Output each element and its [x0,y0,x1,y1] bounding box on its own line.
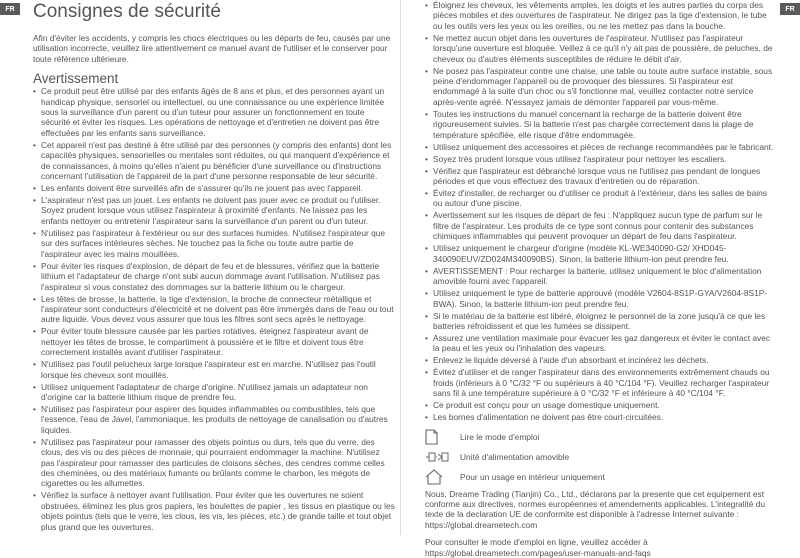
list-item: • Utilisez uniquement des accessoires et pièces de rechange recommandées par le fabricant. [425,142,775,152]
list-item: • Éloignez les cheveux, les vêtements amples, les doigts et les autres parties du corps des pièces mobiles et des ouvertures de l'aspirateur. Ne dirigez pas la tige d'extension, le tube ou les outils vers les yeux ou les oreilles, ou ne les mettez pas dans la bouche. [425,0,775,31]
column-divider [400,0,401,535]
icon-legend-label: Pour un usage en intérieur uniquement [460,471,605,482]
list-item: • Ne mettez aucun objet dans les ouvertures de l'aspirateur. N'utilisez pas l'aspirateur lorsqu'une ouverture est bloquée. Veillez à ce qu'il n'y ait pas de poussière, de peluches, de cheveux ou d'autres éléments susceptibles de réduire le débit d'air. [425,33,775,64]
list-item: • Soyez très prudent lorsque vous utilisez l'aspirateur pour nettoyer les escaliers. [425,154,775,164]
right-column [425,0,775,558]
icon-legend-row [425,467,775,487]
manual-book-icon [425,429,460,445]
left-column [33,0,395,534]
conformity-declaration: Nous, Dreame Trading (Tianjin) Co., Ltd., déclarons par la presente que cet equipement est conforme aux directives, normes européennes et amendements applicables. L'integralité du texte de la declaration UE de conformite est disponible à l'adresse Internet suivante : https://global.dreametech.com [425,488,766,530]
list-item: • Pour éviter les risques d'explosion, de départ de feu et de blessures, vérifiez que la batterie lithium et l'adaptateur de charge n'ont subi aucun dommage avant l'utilisation. N'utilisez pas l'aspirateur si vous constatez des dommages sur la batterie lithium ou le chargeur. [33,261,395,292]
list-item: • N'utilisez pas l'aspirateur pour ramasser des objets pointus ou durs, tels que du verre, des clous, des vis ou des pièces de monnaie, qui pourraient endommager la machine. N'utilisez pas l'aspirateur pour ramasser des particules de cloisons sèches, des cendres comme celles des cheminées, ou des matériaux fumants ou brûlants comme le charbon, les mégots de cigarettes ou les allumettes. [33,437,395,489]
list-item: • L'aspirateur n'est pas un jouet. Les enfants ne doivent pas jouer avec ce produit ou l'utiliser. Soyez prudent lorsque vous utilisez l'aspirateur à proximité d'enfants. Ne laissez pas les enfants nettoyer ou entretenir l'aspirateur sans la surveillance d'un parent ou d'un tuteur. [33,195,395,226]
online-manual-link: Pour consulter le mode d'emploi en ligne, veuillez accéder à https://global.dreametech.com/pages/user-manuals-and-faqs [425,537,651,558]
icon-legend [425,427,775,487]
indoor-house-icon [425,469,460,485]
list-item: • Évitez d'utiliser et de ranger l'aspirateur dans des environnements extrêmement chauds ou froids (inférieurs à 0 °C/32 °F ou supérieurs à 40 °C/104 °F). Veuillez recharger l'aspirateur sans fil à une température supérieure à 0 °C/32 °F et inférieure à 40 °C/104 °F. [425,367,775,398]
icon-legend-label: Unité d'alimentation amovible [460,451,570,462]
list-item: • Si le matériau de la batterie est libéré, éloignez le personnel de la zone jusqu'à ce que les batteries refroidissent et que les fumées se dissipent. [425,311,775,332]
list-item: • Utilisez uniquement le chargeur d'origine (modèle KL-WE340090-G2/ XHD045-340090EUV/ZD024M340090BS). Sinon, la batterie lithium-ion peut prendre feu. [425,243,775,264]
intro-paragraph: Afin d'éviter les accidents, y compris les chocs électriques ou les départs de feu, causés par une utilisation incorrecte, veuillez lire attentivement ce manuel avant de l'utiliser et le conserver pour toute référence ultérieure. [33,33,391,64]
language-badge-left: FR [0,3,20,15]
detachable-power-supply-icon [425,451,460,463]
list-item: • Ce produit peut être utilisé par des enfants âgés de 8 ans et plus, et des personnes ayant un handicap physique, sensoriel ou intellectuel, ou une connaissance ou une expérience limitée sous la surveillance d'un parent ou d'un tuteur pour assurer un fonctionnement en toute sécurité et éviter les risques. Les opérations de nettoyage et d'entretien ne doivent pas être effectuées par les enfants sans surveillance. [33,86,395,138]
list-item: • N'utilisez pas l'aspirateur à l'extérieur ou sur des surfaces humides. N'utilisez l'aspirateur que sur des surfaces intérieures sèches. Ne touchez pas la fiche ou toute autre partie de l'aspirateur avec les mains mouillées. [33,228,395,259]
list-item: • Évitez d'installer, de recharger ou d'utiliser ce produit à l'extérieur, dans les salles de bains ou autour d'une piscine. [425,188,775,209]
list-item: • Vérifiez que l'aspirateur est débranché lorsque vous ne l'utilisez pas pendant de longues périodes et que vous effectuez des travaux d'entretien ou de réparation. [425,166,775,187]
list-item: • Les enfants doivent être surveillés afin de s'assurer qu'ils ne jouent pas avec l'appareil. [33,183,395,193]
list-item: • Ne posez pas l'aspirateur contre une chaise, une table ou toute autre surface instable, sous peine d'endommager l'appareil ou de provoquer des blessures. Si l'aspirateur est endommagé à la suite d'un choc ou s'il fonctionne mal, veuillez contacter notre service après-vente agréé. N'essayez jamais de démonter l'appareil par vous-même. [425,66,775,108]
language-badge-right: FR [780,3,800,15]
list-item: • Les bornes d'alimentation ne doivent pas être court-circuitées. [425,412,775,422]
list-item: • Utilisez uniquement le type de batterie approuvé (modèle V2604-8S1P-GYA/V2604-8S1P-BWA). Sinon, la batterie lithium-ion peut prendre feu. [425,288,775,309]
list-item: • N'utilisez pas l'outil pelucheux large lorsque l'aspirateur est en marche. N'utilisez pas l'outil lorsque les cheveux sont mouillés. [33,359,395,380]
icon-legend-row [425,427,775,447]
list-item: • Ce produit est conçu pour un usage domestique uniquement. [425,400,775,410]
safety-list [425,0,775,423]
list-item: • Avertissement sur les risques de départ de feu : N'appliquez aucun type de parfum sur le filtre de l'aspirateur. Les produits de ce type sont connus pour contenir des substances chimiques inflammables qui peuvent provoquer un départ de feu dans l'aspirateur. [425,210,775,241]
warning-list [33,86,395,532]
icon-legend-label: Lire le mode d'emploi [460,431,540,442]
list-item: • Utilisez uniquement l'adaptateur de charge d'origine. N'utilisez jamais un adaptateur non d'origine car la batterie lithium risque de prendre feu. [33,382,395,403]
icon-legend-row [425,447,775,467]
list-item: • Enlevez le liquide déversé à l'aide d'un absorbant et incinérez les déchets. [425,355,775,365]
list-item: • Assurez une ventilation maximale pour évacuer les gaz dangereux et éviter le contact avec la peau et les yeux ou l'inhalation des vapeurs. [425,333,775,354]
list-item: • AVERTISSEMENT : Pour recharger la batterie, utilisez uniquement le bloc d'alimentation amovible fourni avec l'appareil. [425,266,775,287]
list-item: • Toutes les instructions du manuel concernant la recharge de la batterie doivent être rigoureusement suivies. Si la batterie n'est pas chargée correctement dans la plage de température spécifiée, elle risque d'être endommagée. [425,109,775,140]
section-title: Avertissement [33,71,119,87]
list-item: • N'utilisez pas l'aspirateur pour aspirer des liquides inflammables ou combustibles, tels que l'essence, l'eau de Javel, l'ammoniaque, les produits de nettoyage de canalisation ou d'autres liquides. [33,404,395,435]
page-title: Consignes de sécurité [33,1,221,22]
list-item: • Vérifiez la surface à nettoyer avant l'utilisation. Pour éviter que les ouvertures ne soient obstruées, éliminez les plus gros papiers, les boulettes de papier , les tissus en plastique ou les objets pointus (tels que le verre, les clous, les vis, les pièces, etc.) de grande taille et tout objet plus grand que les ouvertures. [33,490,395,532]
list-item: • Les têtes de brosse, la batterie, la tige d'extension, la broche de connecteur métallique et l'aspirateur sont conducteurs d'électricité et ne doivent pas être immergés dans de l'eau ou tout autre liquide. Vous devez vous assurer que tous les filtres sont secs après le nettoyage. [33,294,395,325]
list-item: • Pour éviter toute blessure causée par les parties rotatives, éteignez l'aspirateur avant de nettoyer les têtes de brosse, le compartiment à poussière et le filtre et doivent tous être correctement installés avant d'utiliser l'aspirateur. [33,326,395,357]
list-item: • Cet appareil n'est pas destiné à être utilisé par des personnes (y compris des enfants) dont les capacités physiques, sensorielles ou mentales sont réduites, ou qui manquent d'expérience et de connaissances, à moins qu'elles n'aient pu bénéficier d'une surveillance ou d'instructions concernant l'utilisation de l'appareil de la part d'une personne responsable de leur sécurité. [33,140,395,182]
